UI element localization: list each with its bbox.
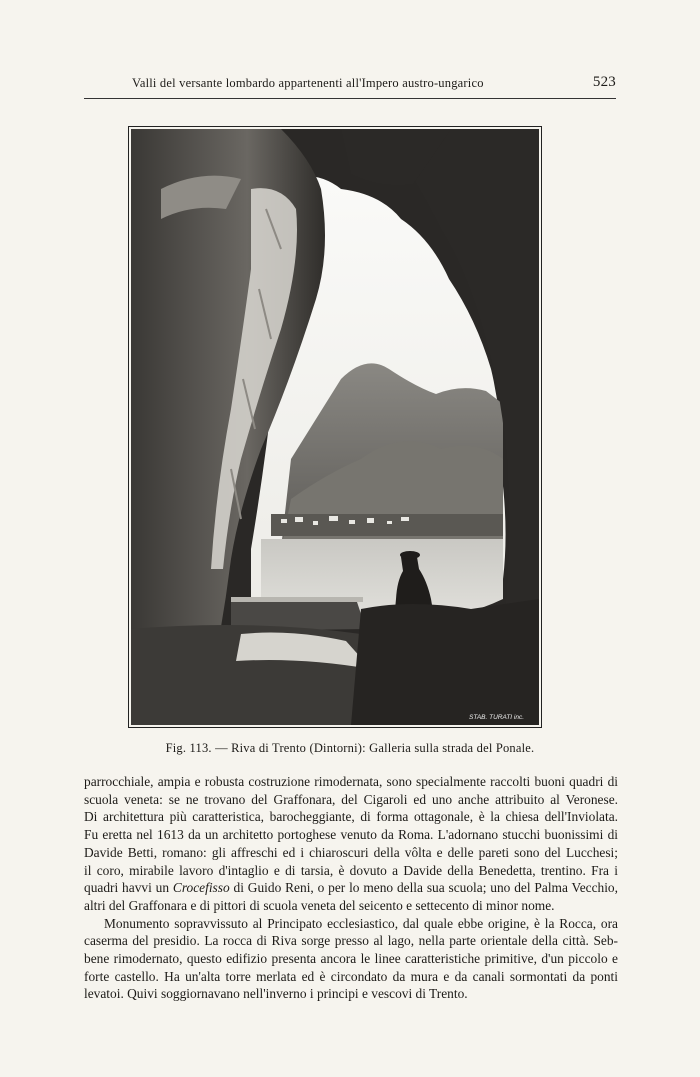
italic-title: Crocefisso: [172, 880, 230, 896]
text-line: altri del Graffonara e di pittori di scuola veneta del seicento e settecento di minor nome.: [84, 897, 555, 913]
text-line: caserma del presidio. La rocca di Riva sorge presso al lago, nella parte orientale della città. Seb-: [84, 933, 618, 949]
printer-mark: STAB. TURATI inc.: [469, 714, 525, 721]
text-line: bene rimodernato, questo edifizio presenta ancora le linee caratteristiche primitive, d'un piccolo e: [84, 951, 618, 967]
text-line: scuola veneta: se ne trovano del Graffonara, del Cigaroli ed uno anche attribuito al Veronese.: [84, 791, 618, 807]
text-line: Di architettura più caratteristica, barocheggiante, di forma ottagonale, è la chiesa dell'Inviolata.: [84, 809, 618, 825]
text-line: Davide Betti, romano: gli affreschi ed i chiaroscuri della vôlta e delle pareti sono del Lucchesi;: [84, 844, 618, 860]
header-rule: [84, 98, 616, 99]
running-header: [84, 74, 616, 96]
text-line: forte castello. Ha un'alta torre merlata ed è circondato da mura e da canali sormontati da ponti: [84, 968, 618, 984]
figure-caption: Fig. 113. — Riva di Trento (Dintorni): Galleria sulla strada del Ponale.: [165, 741, 535, 755]
page-number: 523: [592, 74, 616, 90]
text-line: Fu eretta nel 1613 da un architetto portoghese venuto da Roma. L'adornano stucchi buonissimi di: [84, 827, 618, 843]
text-line: il coro, mirabile lavoro d'intaglio e di tarsia, è dovuto a Davide della Benedetta, trentino. Fra i: [84, 862, 618, 878]
figure-photo: [128, 126, 542, 728]
text-line: quadri havvi un Crocefisso di Guido Reni, o per lo meno della sua scuola; uno del Palma Vecchio,: [84, 880, 618, 896]
text-line: parrocchiale, ampia e robusta costruzione rimodernata, sono specialmente raccolti buoni quadri di: [84, 774, 618, 789]
text-line: levatoi. Quivi soggiornavano nell'inverno i principi e vescovi di Trento.: [84, 986, 468, 1002]
text-line: Monumento sopravvissuto al Principato ecclesiastico, dal quale ebbe origine, è la Rocca, ora: [104, 915, 618, 931]
cave-gallery-illustration: [131, 129, 539, 725]
body-text: [84, 773, 618, 1003]
running-title: Valli del versante lombardo appartenenti all'Impero austro-ungarico: [132, 76, 484, 90]
